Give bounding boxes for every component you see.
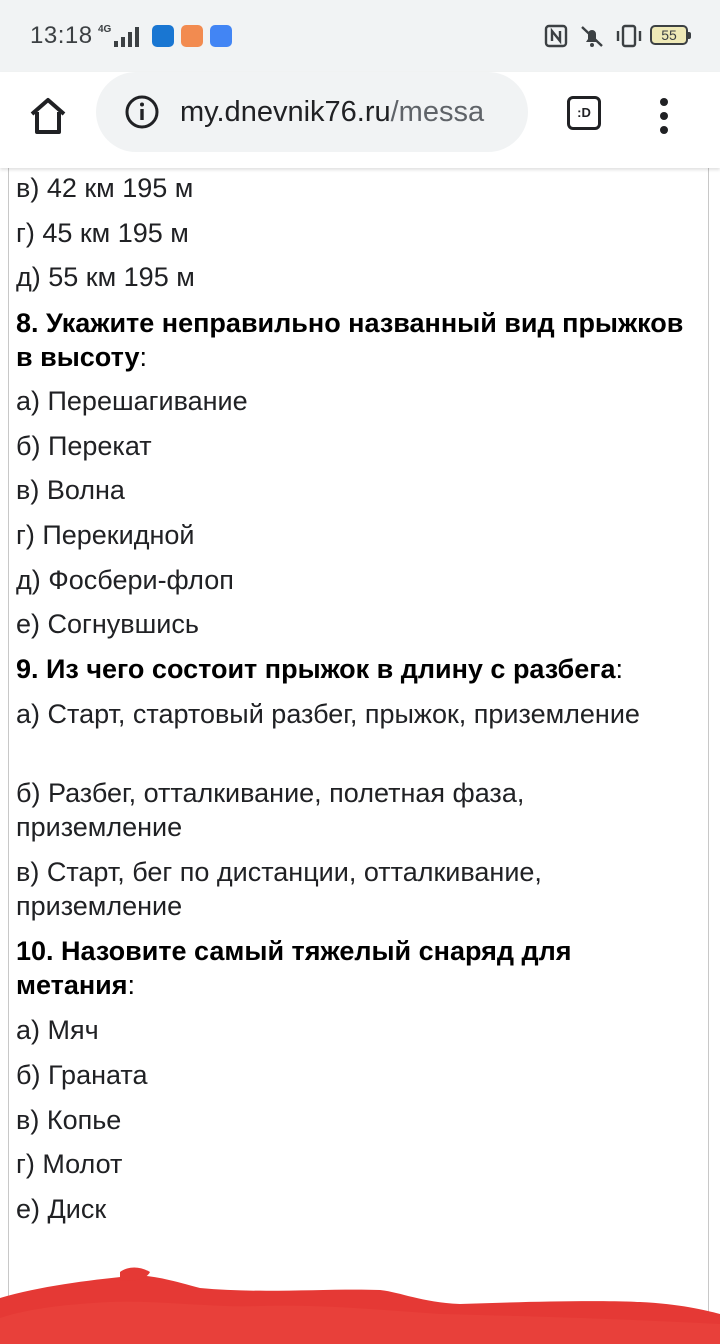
battery-icon: 55 xyxy=(650,25,688,45)
answer-option: в) Волна xyxy=(16,475,125,505)
message-content xyxy=(0,168,720,1344)
question-title xyxy=(16,652,696,686)
app-icon xyxy=(152,25,174,47)
tab-switcher-icon[interactable]: :D xyxy=(567,96,601,130)
status-time: 13:18 xyxy=(30,22,93,49)
answer-option: г) Перекидной xyxy=(16,520,195,550)
home-icon[interactable] xyxy=(24,92,72,140)
question-colon: : xyxy=(615,654,623,684)
answer-option: д) 55 км 195 м xyxy=(16,262,195,292)
answer-option: б) Граната xyxy=(16,1060,148,1090)
question-text: 9. Из чего состоит прыжок в длину с разбега xyxy=(16,654,616,684)
network-type: 4G xyxy=(98,24,112,35)
mute-icon xyxy=(578,24,606,48)
question-title xyxy=(16,306,696,374)
content-frame-border xyxy=(708,168,709,1344)
answer-option: г) Молот xyxy=(16,1149,123,1179)
answer-option: е) Согнувшись xyxy=(16,609,199,639)
question-colon: : xyxy=(127,970,136,1000)
app-icon xyxy=(210,25,232,47)
answer-option: е) Диск xyxy=(16,1194,107,1224)
vibrate-icon xyxy=(614,24,644,48)
answer-option: а) Перешагивание xyxy=(16,386,248,416)
content-frame-border xyxy=(8,168,9,1344)
question-text: 8. Укажите неправильно названный вид прыжков в высоту xyxy=(16,308,684,372)
signal-icon xyxy=(112,27,140,47)
question-text: 10. Назовите самый тяжелый снаряд для метания xyxy=(16,936,572,1000)
question-title xyxy=(16,934,696,1002)
answer-option: д) Фосбери-флоп xyxy=(16,565,234,595)
answer-option: в) Старт, бег по дистанции, отталкивание, приземление xyxy=(16,857,542,921)
red-redaction-scribble xyxy=(0,1258,720,1344)
more-vert-icon[interactable] xyxy=(648,92,680,140)
answer-option: в) 42 км 195 м xyxy=(16,173,194,203)
url-text[interactable] xyxy=(180,96,484,129)
answer-option: а) Мяч xyxy=(16,1015,99,1045)
answer-option: б) Перекат xyxy=(16,431,152,461)
address-bar[interactable] xyxy=(96,72,528,152)
status-bar xyxy=(0,0,720,72)
info-icon[interactable] xyxy=(124,94,160,130)
answer-option: в) Копье xyxy=(16,1105,122,1135)
nfc-icon xyxy=(544,24,568,48)
app-icon xyxy=(181,25,203,47)
answer-option: а) Старт, стартовый разбег, прыжок, приземление xyxy=(16,699,640,729)
browser-toolbar xyxy=(0,72,720,168)
answer-option: г) 45 км 195 м xyxy=(16,218,189,248)
url-path: /messa xyxy=(390,96,485,128)
question-colon: : xyxy=(139,342,148,372)
url-host: my.dnevnik76.ru xyxy=(180,96,391,128)
answer-option: б) Разбег, отталкивание, полетная фаза, приземление xyxy=(16,778,525,842)
